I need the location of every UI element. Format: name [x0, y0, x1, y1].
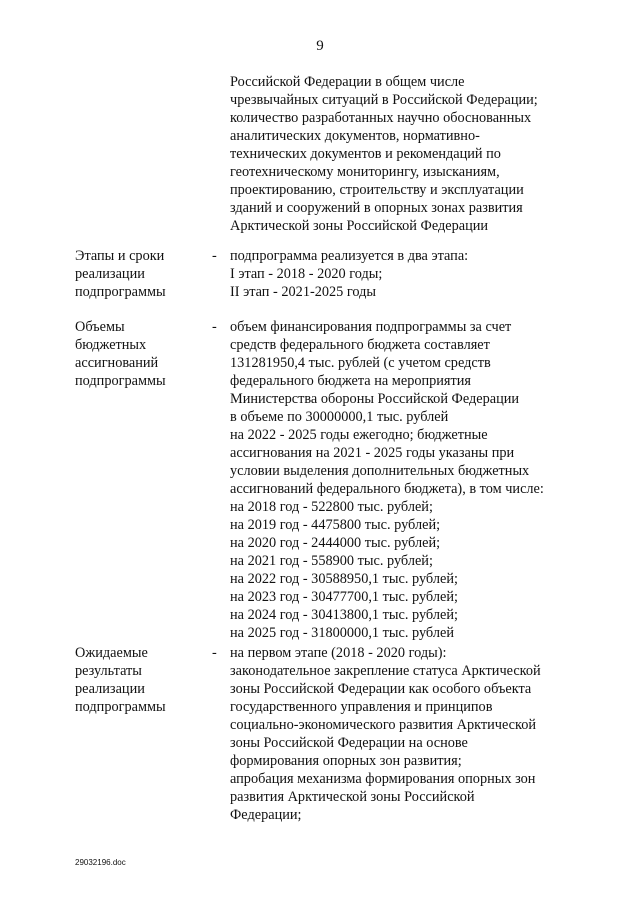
text-line: на 2022 год - 30588950,1 тыс. рублей;	[230, 571, 458, 587]
text-line: технических документов и рекомендаций по	[230, 146, 501, 162]
label-line: подпрограммы	[75, 373, 166, 389]
page-number: 9	[316, 38, 324, 54]
text-line: проектированию, строительству и эксплуатации	[230, 182, 524, 198]
text-line: ассигнования на 2021 - 2025 годы указаны при	[230, 445, 515, 461]
text-line: средств федерального бюджета составляет	[230, 337, 490, 353]
text-line: II этап - 2021-2025 годы	[230, 284, 377, 300]
text-line: социально-экономического развития Арктической	[230, 717, 537, 733]
label-line: реализации	[75, 266, 145, 282]
text-line: подпрограмма реализуется в два этапа:	[230, 248, 469, 264]
text-line: зоны Российской Федерации как особого объекта	[230, 681, 532, 697]
row-value-budget	[230, 318, 590, 642]
text-line: аналитических документов, нормативно-	[230, 128, 480, 144]
text-line: на первом этапе (2018 - 2020 годы):	[230, 645, 447, 661]
label-line: подпрограммы	[75, 699, 166, 715]
document-filename: 29032196.doc	[75, 858, 126, 867]
text-line: 131281950,4 тыс. рублей (с учетом средств	[230, 355, 491, 371]
label-line: результаты	[75, 663, 142, 679]
text-line: на 2018 год - 522800 тыс. рублей;	[230, 499, 433, 515]
text-line: I этап - 2018 - 2020 годы;	[230, 266, 383, 282]
label-line: подпрограммы	[75, 284, 166, 300]
label-line: Этапы и сроки	[75, 248, 165, 264]
text-line: на 2021 год - 558900 тыс. рублей;	[230, 553, 433, 569]
text-line: на 2025 год - 31800000,1 тыс. рублей	[230, 625, 454, 641]
text-line: развития Арктической зоны Российской	[230, 789, 475, 805]
text-line: на 2022 - 2025 годы ежегодно; бюджетные	[230, 427, 488, 443]
text-line: на 2023 год - 30477700,1 тыс. рублей;	[230, 589, 458, 605]
text-line: на 2019 год - 4475800 тыс. рублей;	[230, 517, 441, 533]
label-line: ассигнований	[75, 355, 159, 371]
text-line: Федерации;	[230, 807, 302, 823]
text-line: условии выделения дополнительных бюджетных	[230, 463, 530, 479]
row-dash: -	[212, 319, 217, 335]
label-line: реализации	[75, 681, 145, 697]
text-line: объем финансирования подпрограммы за счет	[230, 319, 512, 335]
continuation-text	[230, 73, 590, 235]
row-label-budget	[75, 318, 205, 390]
text-line: ассигнований федерального бюджета), в том числе:	[230, 481, 544, 497]
text-line: Российской Федерации в общем числе	[230, 74, 465, 90]
label-line: Объемы	[75, 319, 125, 335]
row-dash: -	[212, 248, 217, 264]
text-line: законодательное закрепление статуса Арктической	[230, 663, 541, 679]
text-line: государственного управления и принципов	[230, 699, 493, 715]
text-line: чрезвычайных ситуаций в Российской Федерации;	[230, 92, 538, 108]
text-line: зданий и сооружений в опорных зонах развития	[230, 200, 523, 216]
row-dash: -	[212, 645, 217, 661]
row-label-stages	[75, 247, 205, 301]
text-line: геотехническому мониторингу, изысканиям,	[230, 164, 500, 180]
text-line: на 2024 год - 30413800,1 тыс. рублей;	[230, 607, 458, 623]
text-line: количество разработанных научно обоснованных	[230, 110, 532, 126]
label-line: бюджетных	[75, 337, 147, 353]
text-line: федерального бюджета на мероприятия	[230, 373, 471, 389]
text-line: на 2020 год - 2444000 тыс. рублей;	[230, 535, 441, 551]
text-line: Арктической зоны Российской Федерации	[230, 218, 489, 234]
text-line: формирования опорных зон развития;	[230, 753, 462, 769]
text-line: зоны Российской Федерации на основе	[230, 735, 468, 751]
row-value-results	[230, 644, 590, 824]
text-line: апробация механизма формирования опорных зон	[230, 771, 536, 787]
row-label-results	[75, 644, 205, 716]
label-line: Ожидаемые	[75, 645, 148, 661]
row-value-stages	[230, 247, 590, 301]
text-line: в объеме по 30000000,1 тыс. рублей	[230, 409, 449, 425]
text-line: Министерства обороны Российской Федерации	[230, 391, 520, 407]
